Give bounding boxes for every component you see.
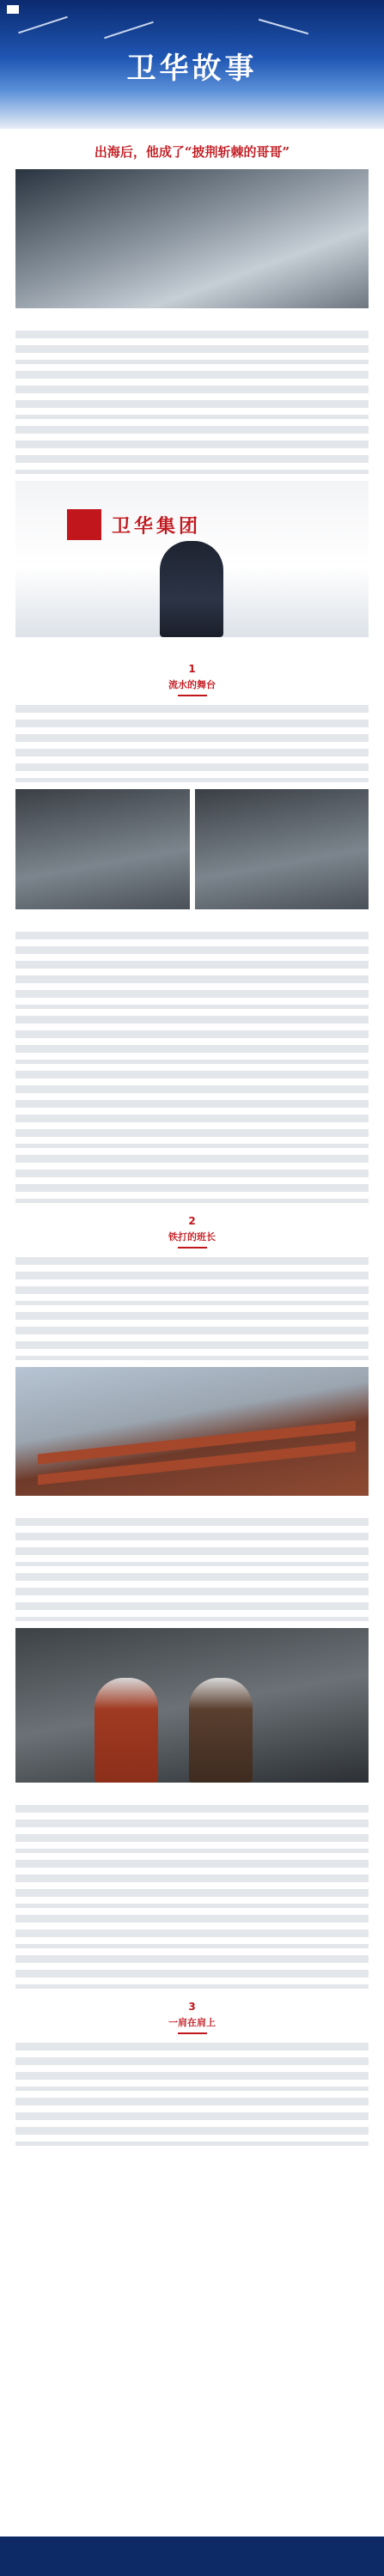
photo-caption <box>15 1787 369 1796</box>
crane-icon <box>259 19 308 34</box>
article-paragraph-unreadable <box>15 1805 369 1853</box>
section-divider <box>178 2032 207 2034</box>
article-paragraph-unreadable <box>15 1860 369 1908</box>
photo-caption <box>15 313 369 322</box>
brand-logo <box>67 509 101 540</box>
crane-icon <box>18 16 68 33</box>
section-title: 流水的舞台 <box>168 679 216 690</box>
article-paragraph-unreadable <box>15 2098 369 2146</box>
page-footer <box>0 2537 384 2576</box>
section-title: 铁打的班长 <box>168 1231 216 1242</box>
article-photo <box>195 789 369 909</box>
article-paragraph-unreadable <box>15 1071 369 1148</box>
hero-banner <box>0 0 384 129</box>
section-title: 一肩在肩上 <box>168 2017 216 2028</box>
column-title: 卫华故事 <box>126 52 258 86</box>
article-paragraph-unreadable <box>15 1016 369 1064</box>
section-number: 3 <box>188 2001 196 2013</box>
signboard-text: 卫华集团 <box>112 515 202 538</box>
section-heading <box>15 2001 369 2034</box>
section-divider <box>178 1247 207 1249</box>
article-paragraph-unreadable <box>15 331 369 364</box>
crane-icon <box>104 21 154 39</box>
section-heading <box>15 663 369 696</box>
photo-caption <box>15 914 369 923</box>
article-photo-pair <box>15 789 369 909</box>
person-figure <box>189 1678 253 1783</box>
article-paragraph-unreadable <box>15 1155 369 1203</box>
article-paragraph-unreadable <box>15 1955 369 1989</box>
article-paragraph-unreadable <box>15 371 369 419</box>
article-photo-workshop <box>15 1367 369 1496</box>
article-paragraph-unreadable <box>15 932 369 1009</box>
article-paragraph-unreadable <box>15 1312 369 1360</box>
article-photo-workers <box>15 1628 369 1783</box>
person-figure <box>160 541 223 637</box>
section-number: 1 <box>188 663 196 675</box>
hero-topbar <box>7 5 22 14</box>
article-photo-portrait <box>15 481 369 637</box>
article-paragraph-unreadable <box>15 1915 369 1948</box>
article-paragraph-unreadable <box>15 2043 369 2091</box>
section-heading <box>15 1215 369 1249</box>
article-paragraph-unreadable <box>15 426 369 474</box>
photo-caption <box>15 1500 369 1510</box>
article-paragraph-unreadable <box>15 1573 369 1621</box>
article-photo <box>15 789 190 909</box>
steel-beam <box>38 1442 356 1485</box>
company-signboard <box>67 505 316 544</box>
photo-caption <box>15 641 369 651</box>
article-photo <box>15 169 369 308</box>
person-figure <box>94 1678 158 1783</box>
article-paragraph-unreadable <box>15 1257 369 1305</box>
article-paragraph-unreadable <box>15 705 369 782</box>
brand-logo <box>7 5 19 14</box>
article-paragraph-unreadable <box>15 1518 369 1566</box>
section-number: 2 <box>188 1215 196 1227</box>
article-headline: 出海后，他成了“披荆斩棘的哥哥” <box>94 144 290 160</box>
section-divider <box>178 695 207 696</box>
